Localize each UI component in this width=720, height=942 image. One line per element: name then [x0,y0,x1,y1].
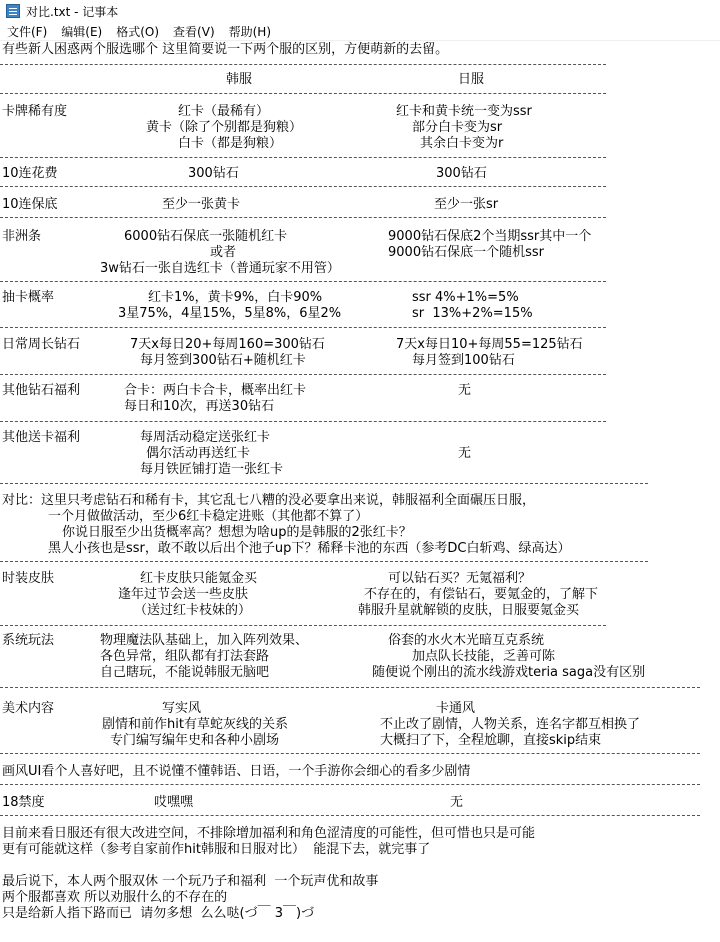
menu-edit[interactable]: 编辑(E) [61,24,103,39]
divider [0,327,606,329]
text-line: 有些新人困惑两个服选哪个 这里简要说一下两个服的区别，方便萌新的去留。 [2,42,449,57]
divider [0,217,606,219]
text-line: 哎嘿嘿 [154,795,194,810]
text-line: 写实风 [162,701,202,716]
notepad-icon [6,4,20,18]
menu-file[interactable]: 文件(F) [7,24,48,39]
column-header-kr: 韩服 [226,72,253,87]
divider [0,784,700,786]
row-label: 10连花费 [2,166,58,181]
divider [0,374,606,376]
text-line: 随便说个刚出的流水线游戏teria saga没有区别 [372,665,646,680]
text-line: ssr 4%+1%=5% [412,290,519,305]
text-line: 不存在的，有偿钻石，要氪金的，了解下 [364,587,599,602]
text-line: 逢年过节会送一些皮肤 [118,587,249,602]
text-line: 每月签到300钻石+随机红卡 [140,353,306,368]
text-line: 至少一张sr [434,197,499,212]
divider [0,561,648,563]
row-label: 非洲条 [2,229,42,244]
text-line: （送过红卡枝妹的） [134,603,252,618]
text-line: 6000钻石保底一张随机红卡 [124,229,288,244]
text-line: 最后说下，本人两个服双休 一个玩乃子和福利 一个玩声优和故事 [2,874,379,889]
text-line: 自己瞎玩，不能说韩服无脑吧 [100,665,270,680]
text-line: 其余白卡变为r [420,136,504,151]
text-line: 一个月做做活动，至少6红卡稳定进账（其他都不算了） [48,509,369,524]
text-line: 9000钻石保底2个当期ssr其中一个 [388,229,592,244]
divider [0,421,606,423]
text-line: 红卡（最稀有） [178,104,270,119]
text-line: 300钻石 [436,166,487,181]
divider [0,64,606,66]
divider [0,281,606,283]
menu-help[interactable]: 帮助(H) [228,24,272,39]
row-label: 系统玩法 [2,633,55,648]
text-line: 专门编写编年史和各种小剧场 [110,733,280,748]
text-line: 偶尔活动再送红卡 [146,446,251,461]
text-line: 黄卡（除了个别都是狗粮） [146,120,303,135]
text-line: 不止改了剧情，人物关系，连名字都互相换了 [380,717,641,732]
menu-view[interactable]: 查看(V) [173,24,215,39]
text-line: 部分白卡变为sr [412,120,503,135]
title-bar [0,0,720,22]
text-line: 红卡皮肤只能氪金买 [140,571,258,586]
text-line: 9000钻石保底一个随机ssr [388,245,544,260]
text-line: sr 13%+2%=15% [412,306,533,321]
divider [0,815,700,817]
text-line: 或者 [210,245,237,260]
text-line: 剧情和前作hit有草蛇灰线的关系 [102,717,288,732]
row-label: 其他送卡福利 [2,430,81,445]
text-line: 合卡：两白卡合卡，概率出红卡 [124,383,307,398]
text-line: 无 [450,795,464,810]
menu-format[interactable]: 格式(O) [116,24,160,39]
text-line: 无 [458,383,472,398]
divider [0,625,606,627]
text-line: 3星75%，4星15%，5星8%，6星2% [118,306,342,321]
divider [0,93,606,95]
text-line: 至少一张黄卡 [162,197,241,212]
text-line: 目前来看日服还有很大改进空间，不排除增加福利和角色涩清度的可能性，但可惜也只是可能 [2,826,536,841]
text-line: 每周活动稳定送张红卡 [140,430,271,445]
text-line: 两个服都喜欢 所以劝服什么的不存在的 [2,890,228,905]
row-label: 其他钻石福利 [2,383,81,398]
row-label: 抽卡概率 [2,290,55,305]
text-line: 各色异常，组队都有打法套路 [100,649,270,664]
text-line: 你说日服至少出货概率高？想想为啥up的是韩服的2张红卡？ [62,525,412,540]
text-line: 俗套的水火木光暗互克系统 [388,633,545,648]
text-line: 300钻石 [188,166,239,181]
column-header-jp: 日服 [458,72,485,87]
row-label: 18禁度 [2,795,45,810]
text-line: 物理魔法队基础上，加入阵列效果、 [100,633,309,648]
divider [0,753,700,755]
row-label: 卡牌稀有度 [2,104,68,119]
divider [0,483,648,485]
text-line: 对比：这里只考虑钻石和稀有卡，其它乱七八糟的没必要拿出来说，韩服福利全面碾压日服， [2,493,536,508]
text-line: 只是给新人指下路而已 请勿多想 么么哒(づ￣ 3￣)づ [2,906,315,921]
text-line: 3w钻石一张自选红卡（普通玩家不用管） [100,261,340,276]
divider [0,186,606,188]
text-line: 7天x每日10+每周55=125钻石 [396,337,583,352]
row-label: 日常周长钻石 [2,337,81,352]
divider [0,687,700,689]
text-line: 卡通风 [436,701,476,716]
window-title: 对比.txt - 记事本 [26,4,119,19]
text-line: 大概扫了下，全程尬聊，直接skip结束 [380,733,602,748]
row-label: 美术内容 [2,701,55,716]
text-line: 韩服升星就解锁的皮肤，日服要氪金买 [358,603,580,618]
text-line: 黑人小孩也是ssr，敢不敢以后出个池子up下？稀释卡池的东西（参考DC白斩鸡、绿高达） [48,541,571,556]
text-line: 每月签到100钻石 [412,353,515,368]
text-editor[interactable] [0,40,720,942]
text-line: 画风UI看个人喜好吧，且不说懂不懂韩语、日语，一个手游你会细心的看多少剧情 [2,764,471,779]
text-line: 加点队长技能，乏善可陈 [412,649,556,664]
text-line: 7天x每日20+每周160=300钻石 [130,337,325,352]
menu-bar [0,22,720,41]
text-line: 更有可能就这样（参考自家前作hit韩服和日服对比） 能混下去，就完事了 [2,842,431,857]
text-line: 白卡（都是狗粮） [178,136,283,151]
text-line: 每日和10次，再送30钻石 [124,399,275,414]
row-label: 10连保底 [2,197,58,212]
text-line: 可以钻石买？无氪福利？ [388,571,532,586]
text-line: 无 [458,446,472,461]
divider [0,157,606,159]
text-line: 红卡1%，黄卡9%，白卡90% [148,290,323,305]
text-line: 红卡和黄卡统一变为ssr [396,104,532,119]
row-label: 时装皮肤 [2,571,55,586]
text-line: 每月铁匠铺打造一张红卡 [140,462,284,477]
